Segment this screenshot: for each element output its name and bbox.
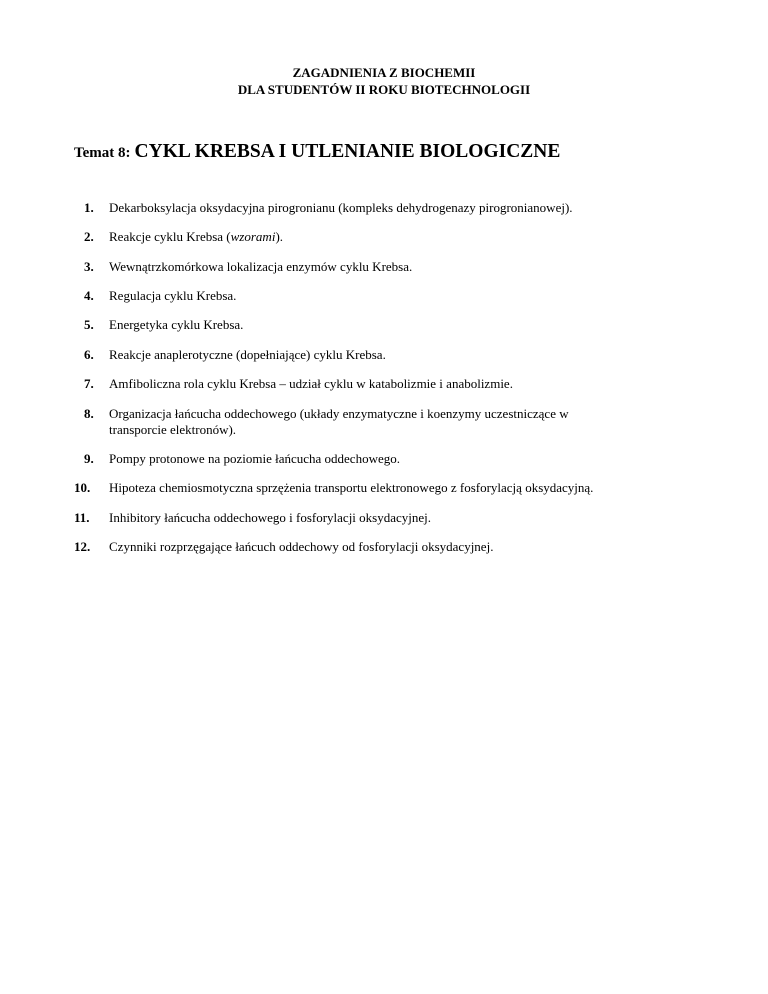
item-number: 8. — [84, 406, 94, 421]
item-number: 6. — [84, 347, 94, 362]
item-number: 7. — [84, 376, 94, 391]
item-number: 3. — [84, 259, 94, 274]
item-number: 10. — [74, 480, 91, 495]
item-text: Hipoteza chemiosmotyczna sprzężenia transportu elektronowego z fosforylacją oksydacyjną. — [109, 480, 594, 495]
item-text: Pompy protonowe na poziomie łańcucha oddechowego. — [109, 451, 400, 466]
item-text — [109, 229, 694, 245]
item-text-line-2: transporcie elektronów). — [109, 422, 237, 437]
item-text: Regulacja cyklu Krebsa. — [109, 288, 237, 303]
item-text-line-1: Organizacja łańcucha oddechowego (układy enzymatyczne i koenzymy uczestniczące w — [109, 406, 569, 421]
item-text — [109, 406, 694, 438]
item-text-part: Reakcje cyklu Krebsa ( — [109, 229, 231, 244]
item-text: Amfiboliczna rola cyklu Krebsa – udział cyklu w katabolizmie i anabolizmie. — [109, 376, 513, 391]
item-text: Czynniki rozprzęgające łańcuch oddechowy od fosforylacji oksydacyjnej. — [109, 539, 494, 554]
header-line-1: ZAGADNIENIA Z BIOCHEMII — [292, 65, 476, 80]
topic-title: CYKL KREBSA I UTLENIANIE BIOLOGICZNE — [134, 141, 561, 162]
item-text: Dekarboksylacja oksydacyjna pirogronianu (kompleks dehydrogenazy pirogronianowej). — [109, 200, 573, 215]
item-text: Inhibitory łańcucha oddechowego i fosforylacji oksydacyjnej. — [109, 510, 432, 525]
item-text: Wewnątrzkomórkowa lokalizacja enzymów cyklu Krebsa. — [109, 259, 413, 274]
topic-prefix: Temat 8: — [74, 145, 131, 161]
item-number: 1. — [84, 200, 94, 215]
item-number: 4. — [84, 288, 94, 303]
item-number: 5. — [84, 317, 94, 332]
topic-heading — [74, 141, 560, 163]
item-text: Reakcje anaplerotyczne (dopełniające) cyklu Krebsa. — [109, 347, 386, 362]
item-number: 11. — [74, 510, 90, 525]
item-number: 2. — [84, 229, 94, 244]
item-text-italic: wzorami — [230, 229, 276, 244]
item-text: Energetyka cyklu Krebsa. — [109, 317, 244, 332]
item-number: 9. — [84, 451, 94, 466]
item-text-part: ). — [275, 229, 284, 244]
header-line-2: DLA STUDENTÓW II ROKU BIOTECHNOLOGII — [237, 82, 531, 97]
item-number: 12. — [74, 539, 91, 554]
